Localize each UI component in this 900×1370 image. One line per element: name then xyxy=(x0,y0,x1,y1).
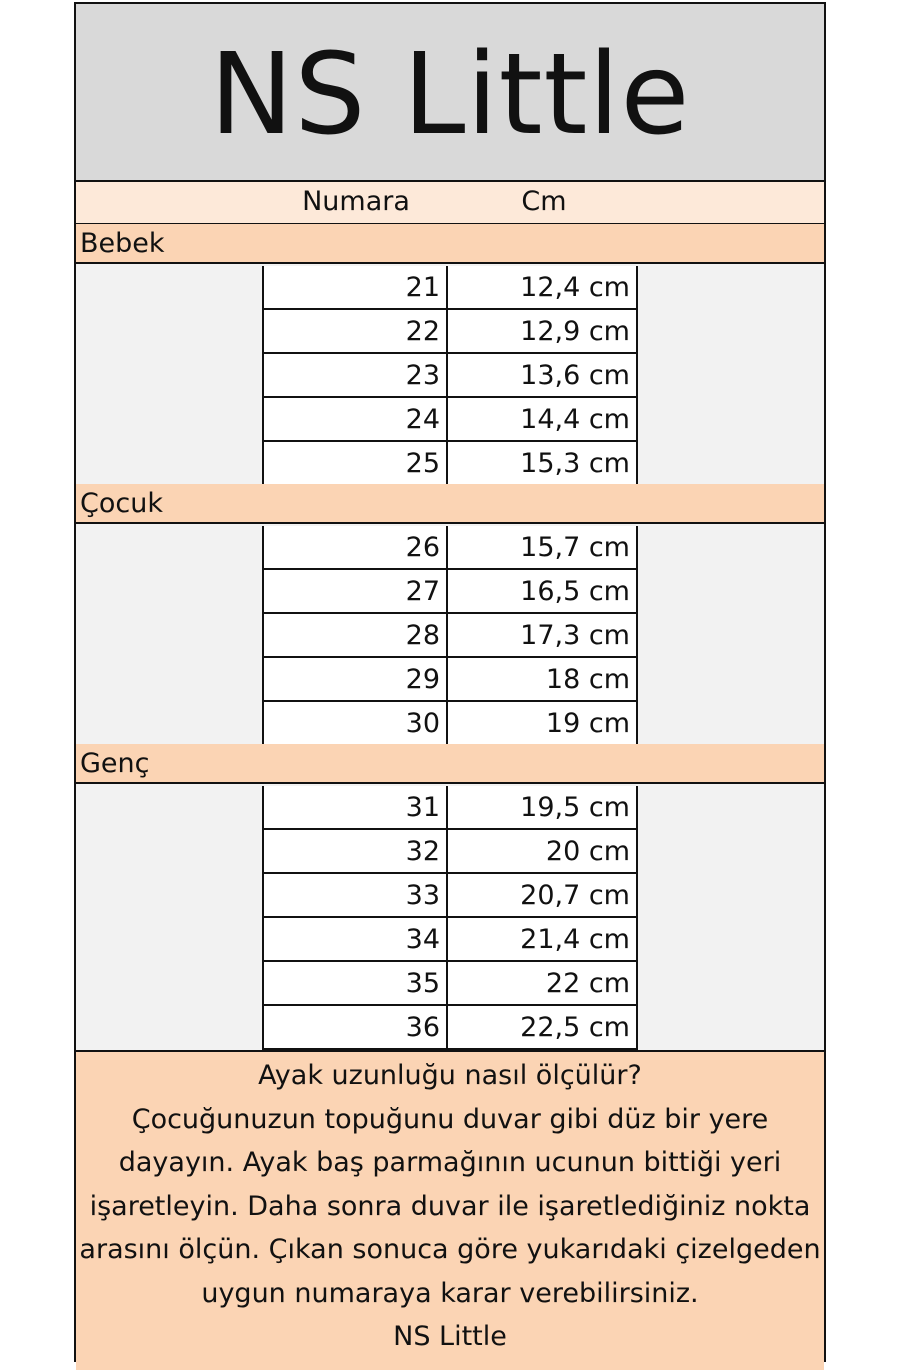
table-row xyxy=(262,310,638,354)
table-row xyxy=(262,658,638,702)
size-number: 35 xyxy=(262,962,448,1004)
size-number: 22 xyxy=(262,310,448,352)
size-cm: 15,3 cm xyxy=(448,442,638,484)
category-1: Çocuk xyxy=(76,484,824,524)
note-line: NS Little xyxy=(393,1321,507,1352)
table-row xyxy=(262,786,638,830)
size-cm: 20 cm xyxy=(448,830,638,872)
note-line: dayayın. Ayak baş parmağının ucunun bittiği yeri xyxy=(118,1147,782,1178)
table-row xyxy=(262,1006,638,1050)
size-number: 21 xyxy=(262,266,448,308)
size-number: 30 xyxy=(262,702,448,744)
table-row xyxy=(262,266,638,310)
size-cm: 17,3 cm xyxy=(448,614,638,656)
size-cm: 18 cm xyxy=(448,658,638,700)
size-cm: 21,4 cm xyxy=(448,918,638,960)
category-0: Bebek xyxy=(76,224,824,264)
table-row xyxy=(262,918,638,962)
note-line: işaretleyin. Daha sonra duvar ile işaretlediğiniz nokta xyxy=(89,1190,811,1222)
column-header-numara: Numara xyxy=(302,186,410,217)
size-number: 27 xyxy=(262,570,448,612)
table-row xyxy=(262,874,638,918)
note-line: uygun numaraya karar verebilirsiniz. xyxy=(201,1277,699,1309)
size-cm: 16,5 cm xyxy=(448,570,638,612)
chart-title xyxy=(76,4,824,182)
size-cm: 13,6 cm xyxy=(448,354,638,396)
table-row xyxy=(262,442,638,486)
table-row xyxy=(262,570,638,614)
size-cm: 19 cm xyxy=(448,702,638,744)
size-number: 26 xyxy=(262,526,448,568)
size-number: 31 xyxy=(262,786,448,828)
note-line: Ayak uzunluğu nasıl ölçülür? xyxy=(258,1060,642,1091)
size-number: 36 xyxy=(262,1006,448,1048)
size-number: 32 xyxy=(262,830,448,872)
size-cm: 12,9 cm xyxy=(448,310,638,352)
brand-title: NS Little xyxy=(209,30,691,160)
table-row xyxy=(262,354,638,398)
size-cm: 15,7 cm xyxy=(448,526,638,568)
size-number: 33 xyxy=(262,874,448,916)
size-number: 34 xyxy=(262,918,448,960)
table-row xyxy=(262,398,638,442)
size-cm: 19,5 cm xyxy=(448,786,638,828)
table-row xyxy=(262,526,638,570)
category-2: Genç xyxy=(76,744,824,784)
column-header-cm: Cm xyxy=(521,186,567,217)
note-line: Çocuğunuzun topuğunu duvar gibi düz bir yere xyxy=(131,1103,769,1135)
measurement-note xyxy=(76,1050,824,1370)
size-number: 29 xyxy=(262,658,448,700)
size-number: 28 xyxy=(262,614,448,656)
size-chart xyxy=(74,2,826,1362)
table-row xyxy=(262,830,638,874)
size-cm: 22 cm xyxy=(448,962,638,1004)
size-cm: 12,4 cm xyxy=(448,266,638,308)
column-header-row xyxy=(76,182,824,225)
size-number: 23 xyxy=(262,354,448,396)
table-row xyxy=(262,614,638,658)
table-row xyxy=(262,702,638,746)
size-cm: 20,7 cm xyxy=(448,874,638,916)
size-number: 25 xyxy=(262,442,448,484)
size-cm: 14,4 cm xyxy=(448,398,638,440)
size-cm: 22,5 cm xyxy=(448,1006,638,1048)
size-number: 24 xyxy=(262,398,448,440)
note-line: arasını ölçün. Çıkan sonuca göre yukarıdaki çizelgeden xyxy=(79,1234,821,1265)
table-row xyxy=(262,962,638,1006)
